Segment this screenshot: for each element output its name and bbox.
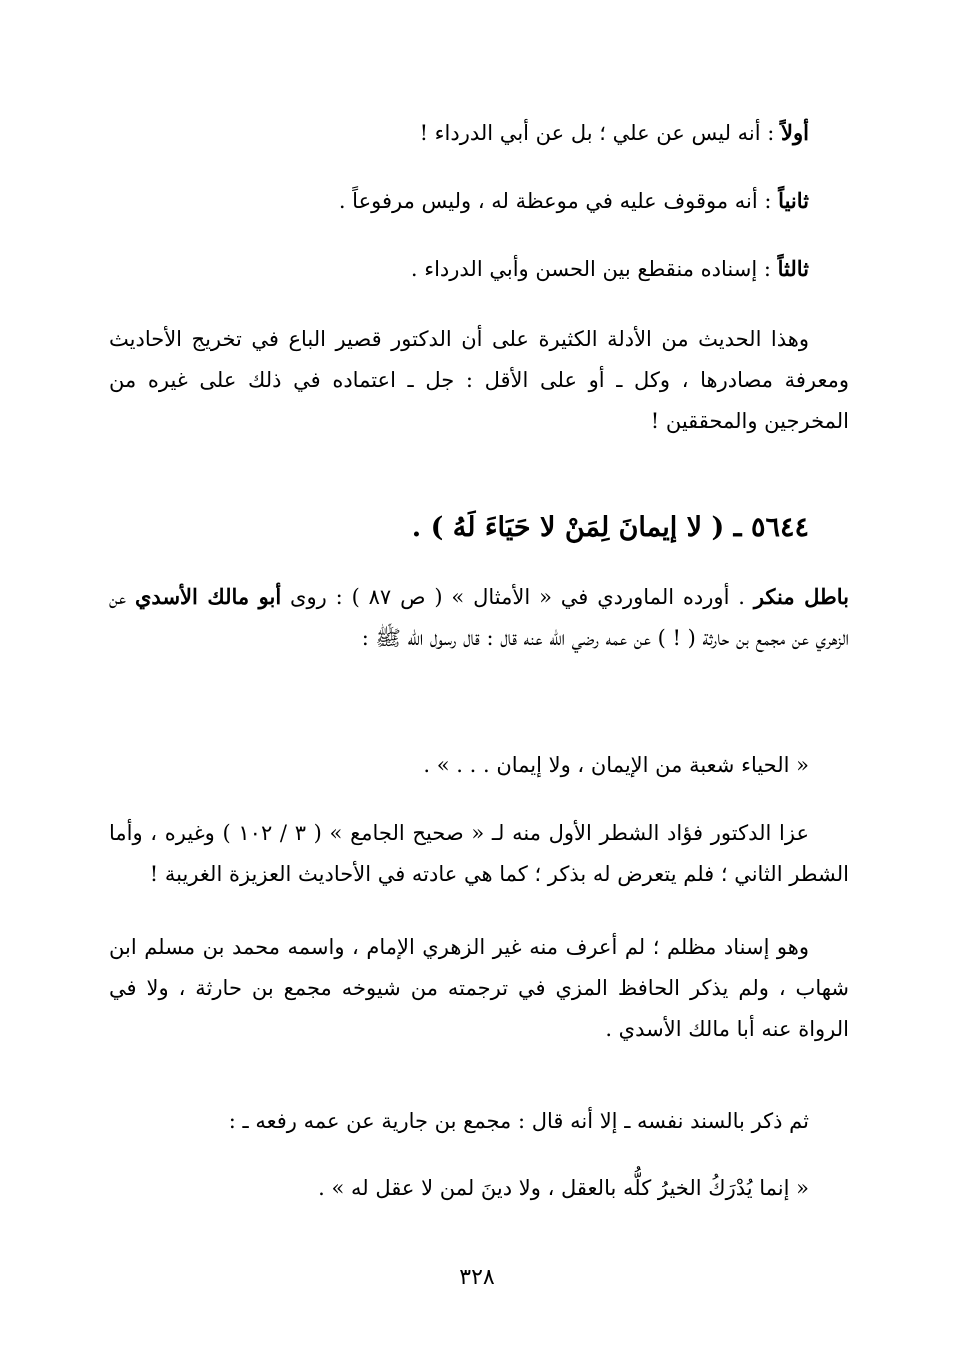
point-second-text: : أنه موقوف عليه في موعظة له ، وليس مرفوعاً . bbox=[338, 189, 779, 213]
ruling-verdict: باطل منكر bbox=[753, 584, 849, 609]
quote-haya: « الحياء شعبة من الإيمان ، ولا إيمان . . . » . bbox=[423, 753, 809, 777]
paragraph-same-chain: ثم ذكر بالسند نفسه ـ إلا أنه قال : مجمع بن جارية عن عمه رفعه ـ : bbox=[228, 1109, 809, 1133]
paragraph-evidence: وهذا الحديث من الأدلة الكثيرة على أن الدكتور قصير الباع في تخريج الأحاديث ومعرفة مصادرها ، وكل ـ أو على الأقل : جل ـ اعتماده في ذلك على غيره من المخرجين والمحققين ! bbox=[109, 327, 849, 433]
ruling-narrator: أبو مالك الأسدي bbox=[135, 584, 282, 609]
point-first bbox=[109, 112, 809, 154]
page-number: ٣٢٨ bbox=[459, 1265, 495, 1290]
hadith-text: ـ ( لا إيمانَ لِمَنْ لا حَيَاءَ لَهُ ) . bbox=[411, 512, 742, 543]
paragraph-ruling bbox=[109, 576, 849, 659]
point-third-label: ثالثاً bbox=[777, 256, 809, 281]
point-first-text: : أنه ليس عن علي ؛ بل عن أبي الدرداء ! bbox=[419, 121, 782, 145]
hadith-number: ٥٦٤٤ bbox=[750, 512, 809, 543]
hadith-heading bbox=[412, 498, 809, 558]
point-second bbox=[109, 180, 809, 222]
paragraph-isnad: وهو إسناد مظلم ؛ لم أعرف منه غير الزهري الإمام ، واسمه محمد بن مسلم ابن شهاب ، ولم يذكر الحافظ المزي في ترجمته من شيوخه مجمع بن حارثة ، ولا في الرواة عنه أبا مالك الأسدي . bbox=[109, 935, 849, 1041]
quote-aql: « إنما يُدْرَكُ الخيرُ كلُّه بالعقل ، ولا دينَ لمن لا عقل له » . bbox=[318, 1176, 809, 1200]
ruling-text-a: . أورده الماوردي في « الأمثال » ( ص ٨٧ ) : روى bbox=[281, 585, 754, 609]
ruling-text-b: عن الزهري عن مجمع بن حارثة ( ! ) عن عمه رضي الله عنه قال : قال رسول الله ﷺ : bbox=[109, 585, 849, 650]
point-third bbox=[109, 248, 809, 290]
paragraph-attribution: عزا الدكتور فؤاد الشطر الأول منه لـ « صحيح الجامع » ( ٣ / ١٠٢ ) وغيره ، وأما الشطر الثاني ؛ فلم يتعرض له بذكر ؛ كما هي عادته في الأحاديث العزيزة الغريبة ! bbox=[109, 821, 849, 886]
point-first-label: أولاً bbox=[781, 120, 809, 145]
point-second-label: ثانياً bbox=[778, 188, 809, 213]
point-third-text: : إسناده منقطع بين الحسن وأبي الدرداء . bbox=[410, 257, 778, 281]
